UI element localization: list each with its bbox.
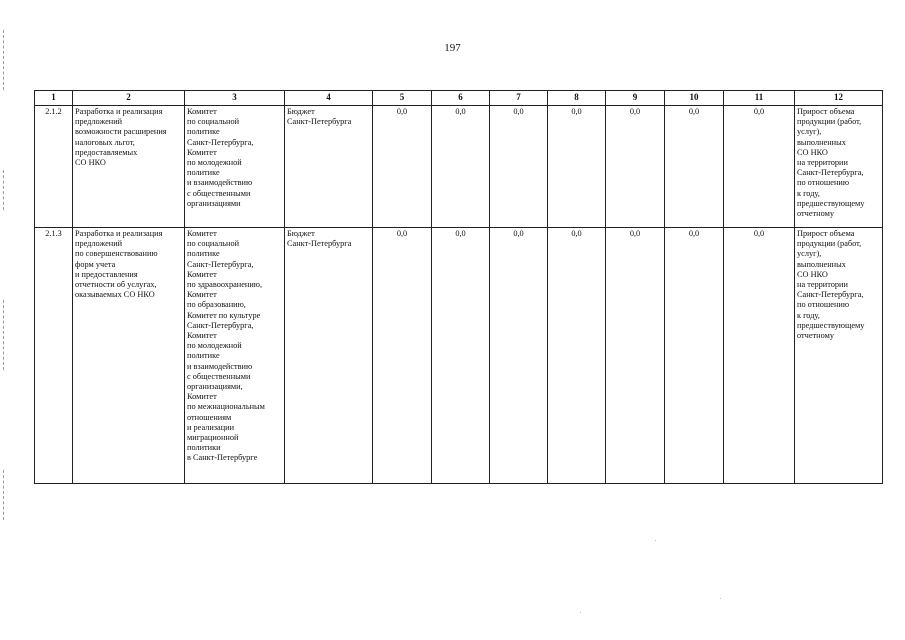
value-cell: 0,0 (373, 228, 432, 484)
scan-edge-mark (3, 30, 4, 90)
scan-speck (655, 540, 656, 541)
column-header: 3 (185, 91, 285, 106)
measure-cell: Разработка и реализация предложений возможности расширения налоговых льгот, предоставляемых СО НКО (73, 106, 185, 228)
column-header: 8 (548, 91, 606, 106)
column-header: 7 (490, 91, 548, 106)
scan-edge-mark (3, 470, 4, 520)
page-number: 197 (444, 42, 461, 54)
value-cell: 0,0 (490, 228, 548, 484)
measure-cell: Разработка и реализация предложений по совершенствованию форм учета и предоставления отчетности об услугах, оказываемых СО НКО (73, 228, 185, 484)
value-cell: 0,0 (432, 106, 490, 228)
column-header: 12 (795, 91, 883, 106)
row-code: 2.1.3 (35, 228, 73, 484)
value-cell: 0,0 (606, 106, 665, 228)
value-cell: 0,0 (548, 106, 606, 228)
column-header: 10 (665, 91, 724, 106)
scan-edge-mark (3, 170, 4, 210)
table-row (35, 228, 883, 484)
executors-cell: Комитет по социальной политике Санкт-Петербурга, Комитет по здравоохранению, Комитет по образованию, Комитет по культуре Санкт-Петербурга, Комитет по молодежной политике и взаимодействию с общественными организациями, Комитет по межнациональным отношениям и реализации миграционной политики в Санкт-Петербурге (185, 228, 285, 484)
program-table (34, 90, 883, 484)
indicator-cell: Прирост объема продукции (работ, услуг), выполненных СО НКО на территории Санкт-Петербурга, по отношению к году, предшествующему отчетному (795, 228, 883, 484)
value-cell: 0,0 (373, 106, 432, 228)
column-header: 1 (35, 91, 73, 106)
value-cell: 0,0 (724, 228, 795, 484)
column-header: 5 (373, 91, 432, 106)
value-cell: 0,0 (665, 228, 724, 484)
value-cell: 0,0 (432, 228, 490, 484)
column-header: 4 (285, 91, 373, 106)
table-row (35, 106, 883, 228)
column-header: 11 (724, 91, 795, 106)
column-header: 2 (73, 91, 185, 106)
funding-source-cell: Бюджет Санкт-Петербурга (285, 106, 373, 228)
table-header-row (35, 91, 883, 106)
value-cell: 0,0 (724, 106, 795, 228)
scan-edge-mark (3, 300, 4, 370)
scan-speck (720, 598, 721, 599)
row-code: 2.1.2 (35, 106, 73, 228)
column-header: 6 (432, 91, 490, 106)
value-cell: 0,0 (606, 228, 665, 484)
value-cell: 0,0 (490, 106, 548, 228)
value-cell: 0,0 (548, 228, 606, 484)
funding-source-cell: Бюджет Санкт-Петербурга (285, 228, 373, 484)
executors-cell: Комитет по социальной политике Санкт-Петербурга, Комитет по молодежной политике и взаимодействию с общественными организациями (185, 106, 285, 228)
indicator-cell: Прирост объема продукции (работ, услуг), выполненных СО НКО на территории Санкт-Петербурга, по отношению к году, предшествующему отчетному (795, 106, 883, 228)
scan-speck (580, 612, 581, 613)
column-header: 9 (606, 91, 665, 106)
value-cell: 0,0 (665, 106, 724, 228)
